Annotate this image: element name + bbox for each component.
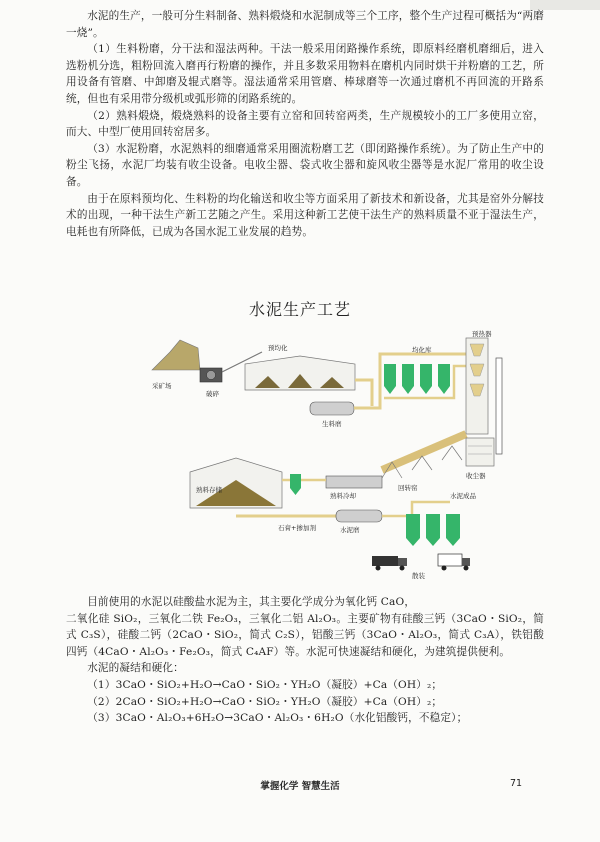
paragraph-new-process: 由于在原料预均化、生料粉的均化输送和收尘等方面采用了新技术和新设备，尤其是窑外分解技术的出现，一种干法生产新工艺随之产生。采用这种新工艺使干法生产的熟料质量不亚于湿法生产，电耗也有所降低，已成为各国水泥工业发展的趋势。 xyxy=(66,192,544,238)
paragraph-bottom-0: 目前使用的水泥以硅酸盐水泥为主，其主要化学成分为氧化钙 CaO， xyxy=(87,596,416,608)
bottom-text-section xyxy=(66,594,544,727)
label-rotary-kiln: 回转窑 xyxy=(398,484,418,492)
paragraph-intro: 水泥的生产，一般可分生料制备、熟料煅烧和水泥制成等三个工序，整个生产过程可概括为“两磨一烧”。 xyxy=(66,10,544,39)
label-gypsum-admixture: 石膏+掺加剂 xyxy=(278,524,316,532)
cement-process-diagram xyxy=(150,330,510,580)
paragraph-raw-grinding: （1）生料粉磨，分干法和湿法两种。干法一般采用闭路操作系统，即原料经磨机磨细后，进入选粉机分选，粗粉回流入磨再行粉磨的操作，并且多数采用物料在磨机内同时烘干并粉磨的工艺，所用设备有管磨、中卸磨及辊式磨等。湿法通常采用管磨、棒球磨等一次通过磨机不再回流的开路系统，但也有采用带分级机或弧形筛的闭路系统的。 xyxy=(66,43,544,105)
conveyor-raw-material xyxy=(355,380,372,406)
footer-page-number: 71 xyxy=(510,778,523,789)
label-prehomogenize: 预均化 xyxy=(268,344,288,352)
paragraph-bottom-2: 水泥的凝结和硬化： xyxy=(87,662,184,675)
rotary-kiln xyxy=(382,434,466,470)
cement-mill xyxy=(336,510,382,522)
clinker-cooler xyxy=(326,476,382,488)
chimney xyxy=(496,358,502,454)
label-homogenizer: 均化库 xyxy=(412,346,432,354)
paragraph-clinker-calcination: （2）熟料煅烧，煅烧熟料的设备主要有立窑和回转窑两类，生产规模较小的工厂多使用立窑，而大、中型厂使用回转窑居多。 xyxy=(66,109,544,139)
label-cement-mill: 水泥磨 xyxy=(340,526,360,534)
product-truck xyxy=(438,554,470,571)
cement-product-silos xyxy=(406,514,460,546)
label-raw-mill: 生料磨 xyxy=(322,420,342,428)
label-bulk: 散装 xyxy=(412,572,425,580)
label-quarry: 采矿场 xyxy=(152,382,172,390)
dust-collector xyxy=(466,438,494,466)
label-crush: 破碎 xyxy=(206,390,219,398)
footer-book-title: 掌握化学 智慧生活 xyxy=(260,781,340,792)
homogenizer-silos xyxy=(384,364,450,394)
quarry-hill xyxy=(152,340,200,370)
label-preheater: 预热器 xyxy=(472,330,492,338)
label-dust-collector: 收尘器 xyxy=(466,472,486,480)
conveyor-to-product xyxy=(382,502,450,516)
paragraph-cement-grinding: （3）水泥粉磨，水泥熟料的细磨通常采用圈流粉磨工艺（即闭路操作系统）。为了防止生产中的粉尘飞扬，水泥厂均装有收尘设备。电收尘器、袋式收尘器和旋风收尘器等是水泥厂常用的收尘设备。 xyxy=(66,142,544,188)
paragraph-bottom-3: （1）3CaO・SiO₂+H₂O→CaO・SiO₂・YH₂O（凝胶）+Ca（OH）₂； xyxy=(87,678,443,691)
label-clinker-storage: 熟料存储 xyxy=(196,486,222,494)
process-illustration xyxy=(150,330,510,580)
bulk-truck xyxy=(372,556,407,571)
label-clinker-cooling: 熟料冷却 xyxy=(330,492,356,500)
diagram-title: 水泥生产工艺 xyxy=(248,300,351,319)
raw-mill xyxy=(310,402,354,415)
gypsum-silo xyxy=(290,474,301,495)
paragraph-bottom-5: （3）3CaO・Al₂O₃+6H₂O→3CaO・Al₂O₃・6H₂O（水化铝酸钙，不稳定）； xyxy=(87,712,468,725)
paragraph-bottom-1: 二氧化硅 SiO₂，三氧化二铁 Fe₂O₃，三氧化二铝 Al₂O₃。主要矿物有硅酸三钙（3CaO・SiO₂，简式 C₃S），硅酸二钙（2CaO・SiO₂，简式 C₂S），铝酸三钙（3CaO・Al₂O₃，简式 C₃A），铁铝酸四钙（4CaO・Al₂O₃・Fe₂O₃，简式 C₄AF）等。水泥可快速凝结和硬化，为建筑提供便利。 xyxy=(66,612,544,658)
crusher-wheel xyxy=(207,371,216,380)
label-cement-product: 水泥成品 xyxy=(450,492,476,500)
top-text-section xyxy=(66,8,544,240)
paragraph-bottom-4: （2）2CaO・SiO₂+H₂O→CaO・SiO₂・YH₂O（凝胶）+Ca（OH）₂； xyxy=(87,695,443,708)
